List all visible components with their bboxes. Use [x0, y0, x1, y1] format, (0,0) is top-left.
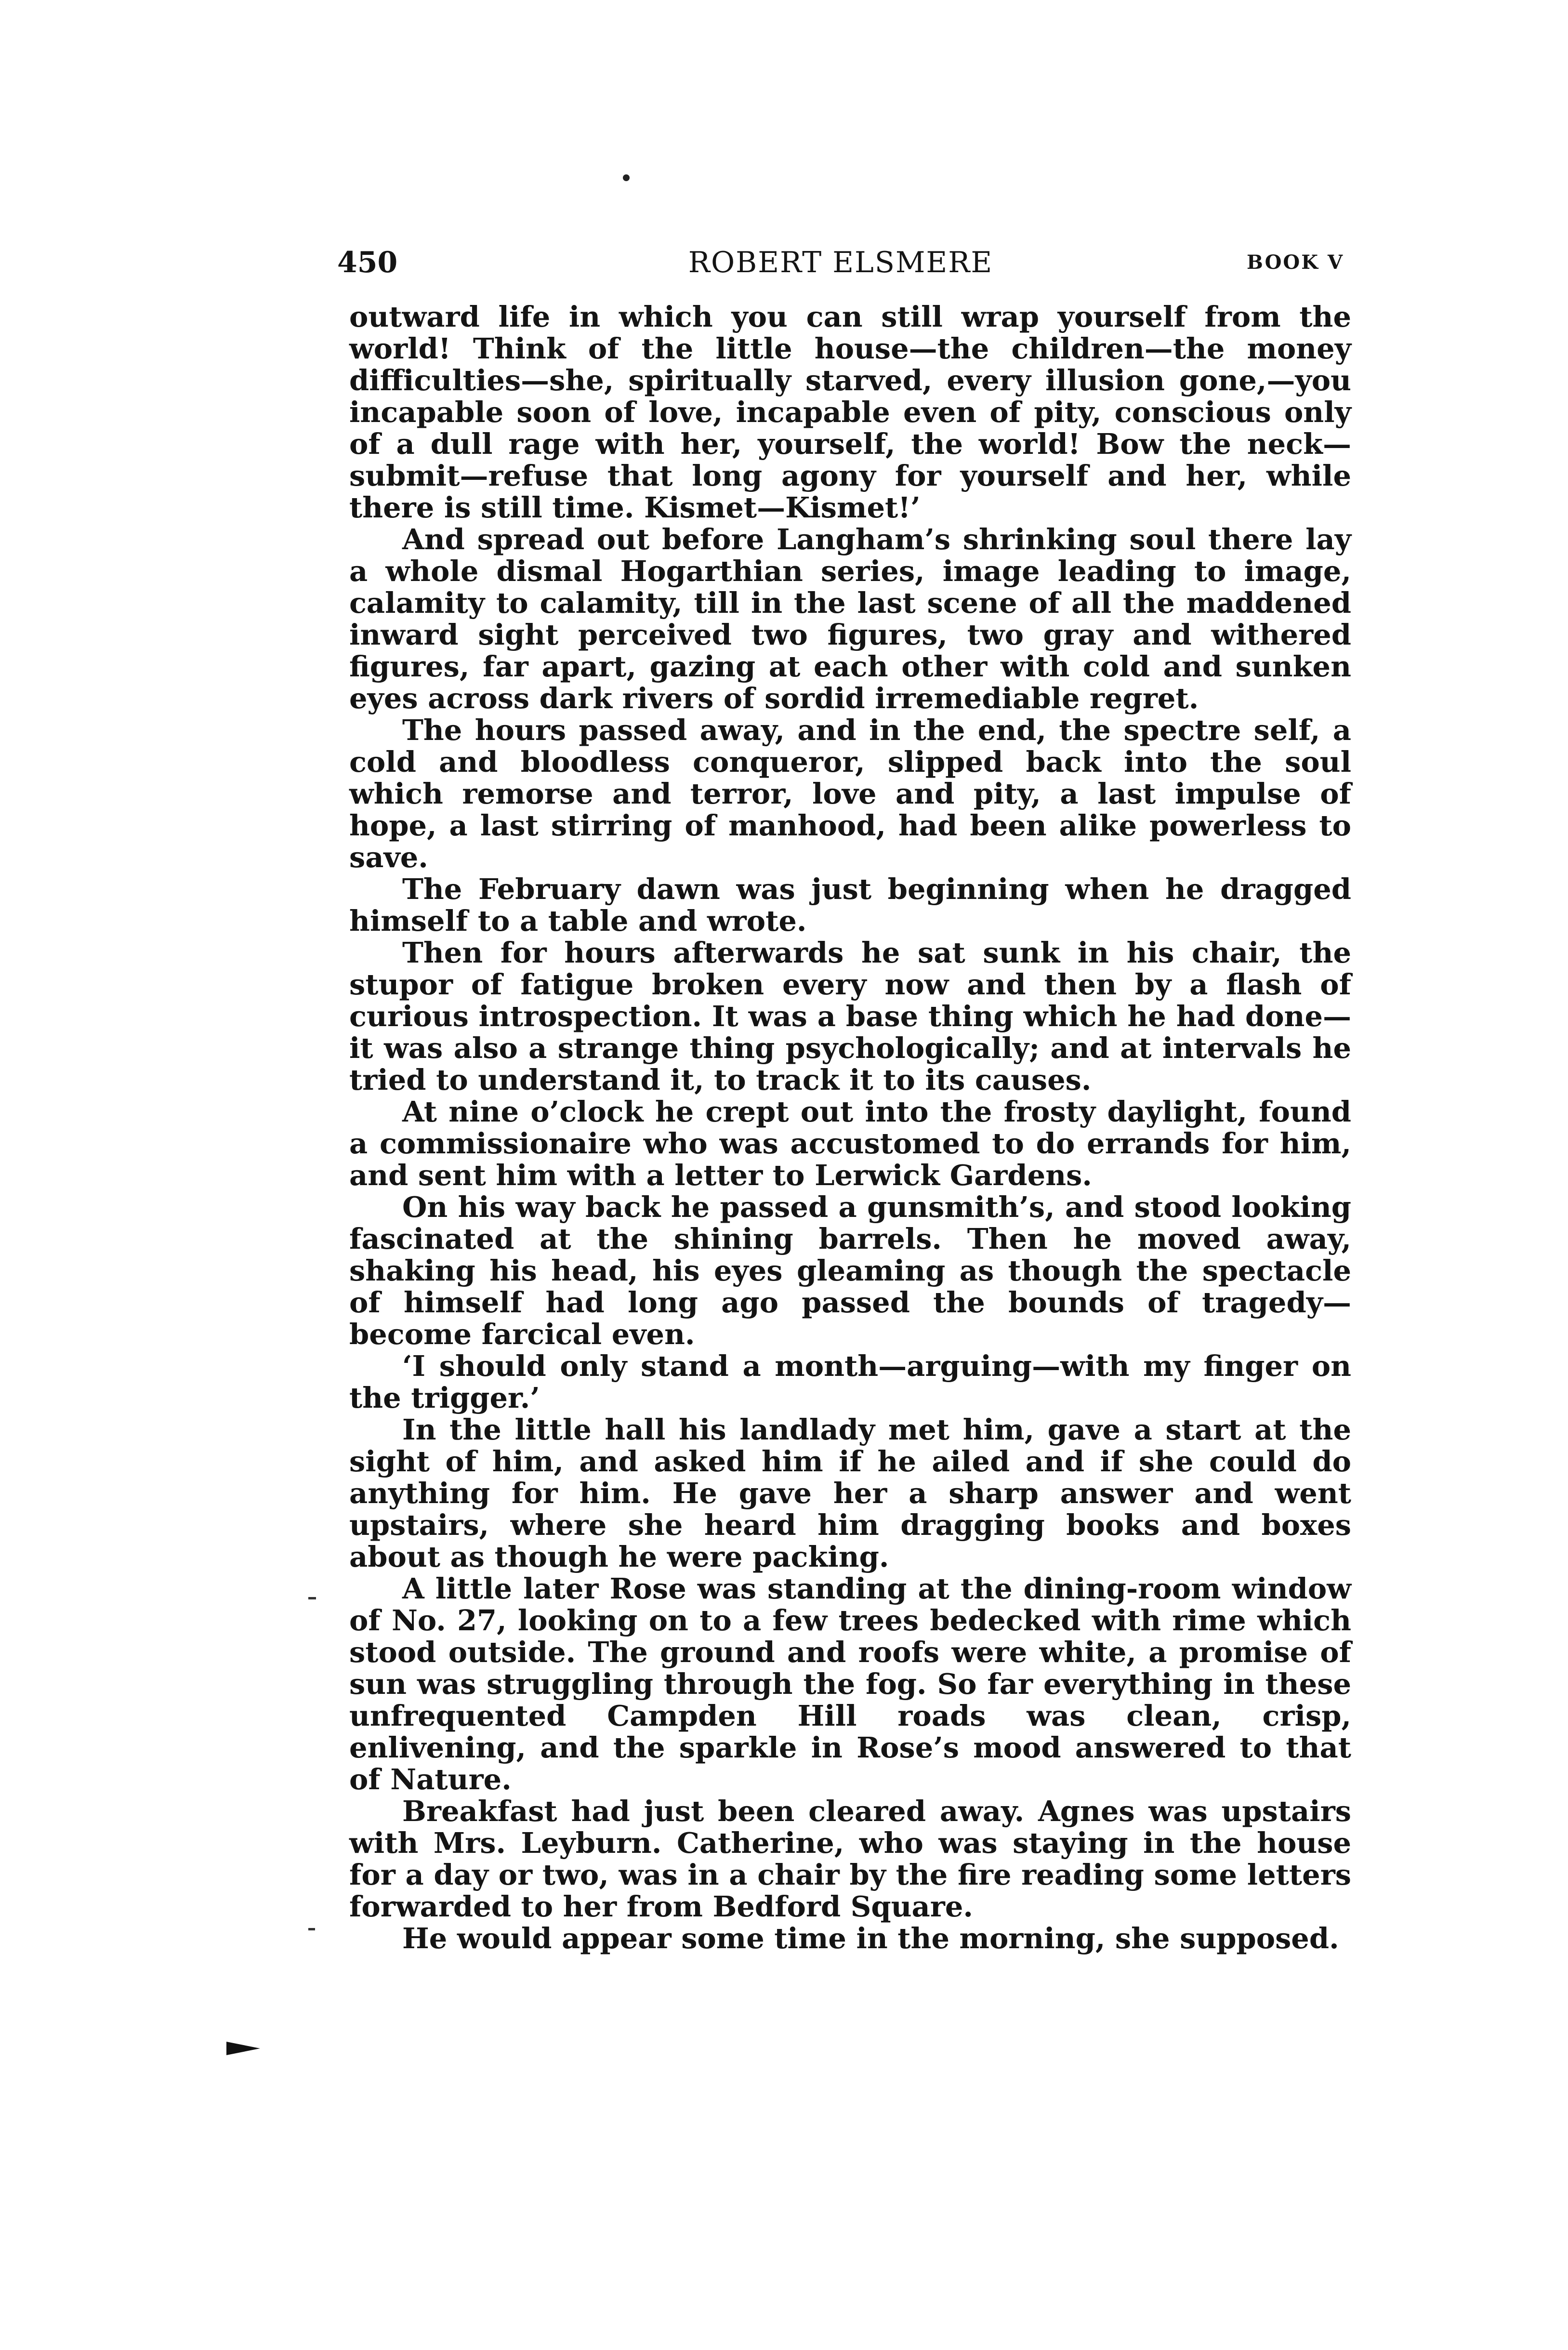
paragraph-8: ‘I should only stand a month—arguing—with my finger on the trigger.’ — [349, 1349, 1351, 1414]
paragraph-3: The hours passed away, and in the end, the spectre self, a cold and bloodless conqueror, slipped back into the soul which remorse and terror, love and pity, a last impulse of hope, a last stirring of manhood, had been alike powerless to save. — [349, 713, 1351, 874]
paragraph-4: The February dawn was just beginning when he dragged himself to a table and wrote. — [349, 872, 1351, 937]
paragraph-1: outward life in which you can still wrap yourself from the world! Think of the little house—the children—the money difficulties—she, spiritually starved, every illusion gone,—you incapable soon of love, incapable even of pity, conscious only of a dull rage with her, yourself, the world! Bow the neck—submit—refuse that long agony for yourself and her, while there is still time. Kismet—Kismet!’ — [349, 300, 1351, 524]
margin-mark — [308, 1597, 316, 1599]
paragraph-9: In the little hall his landlady met him, gave a start at the sight of him, and asked him if he ailed and if she could do anything for him. He gave her a sharp answer and went upstairs, where she heard him dragging books and boxes about as though he were packing. — [349, 1413, 1351, 1573]
paragraph-12: He would appear some time in the morning, she supposed. — [402, 1922, 1339, 1955]
body-text — [349, 301, 1351, 1954]
ink-speck — [623, 174, 630, 181]
book-label: BOOK V — [1247, 251, 1344, 274]
paragraph-5: Then for hours afterwards he sat sunk in his chair, the stupor of fatigue broken every now and then by a flash of curious introspection. It was a base thing which he had done—it was also a strange thing psychologically; and at intervals he tried to understand it, to track it to its causes. — [349, 936, 1351, 1096]
page-number: 450 — [337, 246, 398, 279]
paragraph-2: And spread out before Langham’s shrinking soul there lay a whole dismal Hogarthian series, image leading to image, calamity to calamity, till in the last scene of all the maddened inward sight perceived two figures, two gray and withered figures, far apart, gazing at each other with cold and sunken eyes across dark rivers of sordid irremediable regret. — [349, 523, 1351, 715]
paragraph-7: On his way back he passed a gunsmith’s, and stood looking fascinated at the shining barrels. Then he moved away, shaking his head, his eyes gleaming as though the spectacle of himself had long ago passed the bounds of tragedy—become farcical even. — [349, 1190, 1351, 1351]
margin-arrow-icon — [226, 2042, 260, 2055]
paragraph-6: At nine o’clock he crept out into the frosty daylight, found a commissionaire who was accustomed to do errands for him, and sent him with a letter to Lerwick Gardens. — [349, 1095, 1351, 1192]
paragraph-10: A little later Rose was standing at the dining-room window of No. 27, looking on to a few trees bedecked with rime which stood outside. The ground and roofs were white, a promise of sun was struggling through the fog. So far everything in these unfrequented Campden Hill roads was clean, crisp, enlivening, and the sparkle in Rose’s mood answered to that of Nature. — [349, 1572, 1351, 1796]
running-head — [337, 241, 1344, 284]
running-title: ROBERT ELSMERE — [688, 246, 993, 279]
margin-mark — [308, 1928, 315, 1930]
paragraph-11: Breakfast had just been cleared away. Agnes was upstairs with Mrs. Leyburn. Catherine, who was staying in the house for a day or two, was in a chair by the fire reading some letters forwarded to her from Bedford Square. — [349, 1795, 1351, 1923]
